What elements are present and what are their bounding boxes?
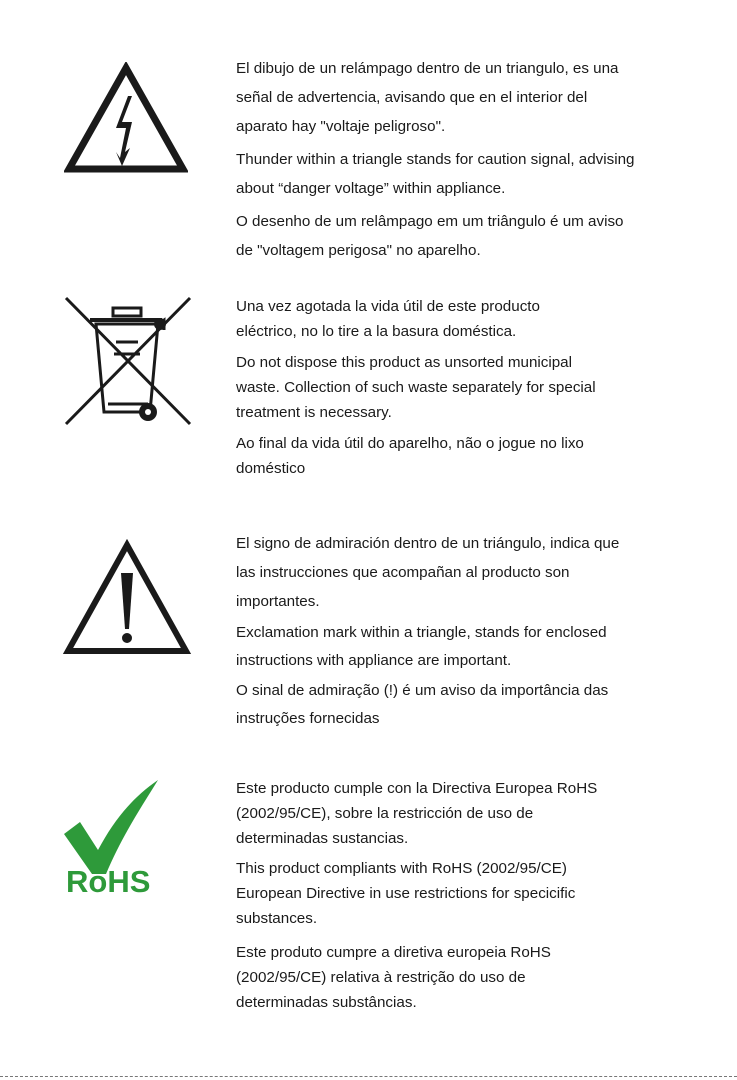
paragraph-en: This product compliants with RoHS (2002/95/CE) European Directive in use restrictions for specicific substances. <box>236 860 576 927</box>
disposal-text <box>236 294 706 481</box>
instructions-important-section <box>0 525 737 745</box>
paragraph-pt: Ao final da vida útil do aparelho, não o jogue no lixo doméstico <box>236 435 584 477</box>
paragraph-es: El signo de admiración dentro de un triángulo, indica que las instrucciones que acompañan al producto son importantes. <box>236 535 620 610</box>
paragraph-en: Do not dispose this product as unsorted municipal waste. Collection of such waste separately for special treatment is necessary. <box>236 354 596 421</box>
exclamation-triangle-icon <box>62 539 192 657</box>
page-bottom-divider <box>0 1076 737 1078</box>
paragraph-en: Thunder within a triangle stands for caution signal, advising about “danger voltage” within appliance. <box>236 151 635 197</box>
rohs-section <box>0 776 737 1026</box>
paragraph-es: El dibujo de un relámpago dentro de un triangulo, es una señal de advertencia, avisando que en el interior del aparato hay "voltaje peligroso". <box>236 60 619 135</box>
paragraph-en: Exclamation mark within a triangle, stands for enclosed instructions with appliance are important. <box>236 624 607 669</box>
warning-voltage-section <box>0 0 737 270</box>
paragraph-pt: O sinal de admiração (!) é um aviso da importância das instruções fornecidas <box>236 682 609 727</box>
rohs-text <box>236 776 706 1015</box>
rohs-check-icon <box>62 778 168 900</box>
paragraph-es: Una vez agotada la vida útil de este producto eléctrico, no lo tire a la basura doméstica. <box>236 298 540 340</box>
paragraph-pt: Este produto cumpre a diretiva europeia RoHS (2002/95/CE) relativa à restrição do uso de determinadas substâncias. <box>236 944 551 1011</box>
rohs-label: RoHS <box>66 864 151 899</box>
paragraph-pt: O desenho de um relâmpago em um triângulo é um aviso de "voltagem perigosa" no aparelho. <box>236 213 624 259</box>
weee-disposal-section <box>0 290 737 510</box>
paragraph-es: Este producto cumple con la Directiva Europea RoHS (2002/95/CE), sobre la restricción de uso de determinadas sustancias. <box>236 780 598 847</box>
instructions-text <box>236 529 706 733</box>
lightning-triangle-icon <box>64 62 188 174</box>
crossed-bin-icon <box>62 294 194 428</box>
voltage-warning-text <box>236 54 706 265</box>
